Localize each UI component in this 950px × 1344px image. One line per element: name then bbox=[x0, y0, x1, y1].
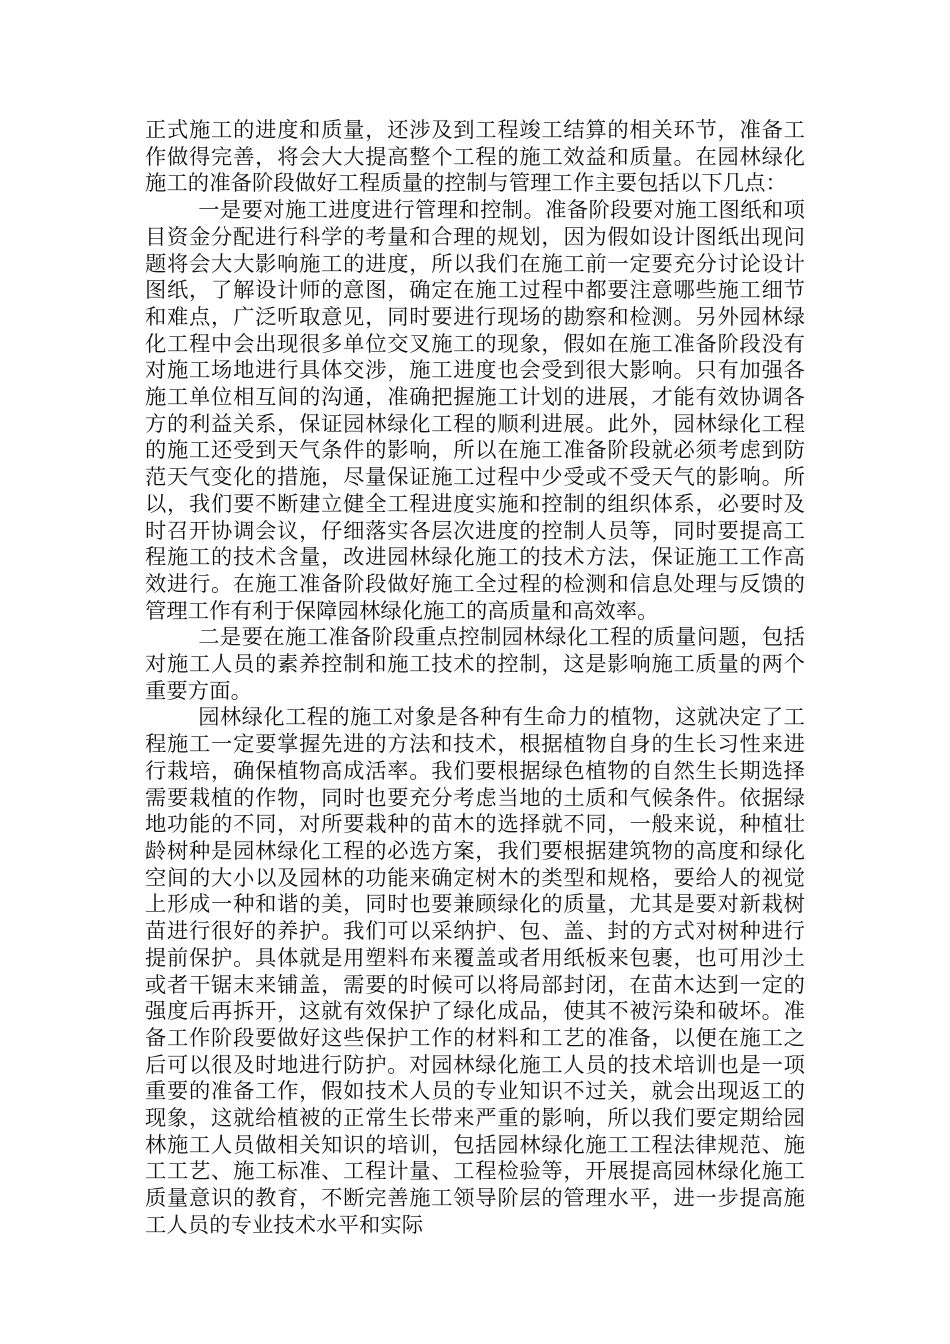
paragraph-schedule-control: 一是要对施工进度进行管理和控制。准备阶段要对施工图纸和项目资金分配进行科学的考量和合理的规划，因为假如设计图纸出现问题将会大大影响施工的进度，所以我们在施工前一定要充分讨论设计图纸，了解设计师的意图，确定在施工过程中都要注意哪些施工细节和难点，广泛听取意见，同时要进行现场的勘察和检测。另外园林绿化工程中会出现很多单位交叉施工的现象，假如在施工准备阶段没有对施工场地进行具体交涉，施工进度也会受到很大影响。只有加强各施工单位相互间的沟通，准确把握施工计划的进展，才能有效协调各方的利益关系，保证园林绿化工程的顺利进展。此外，园林绿化工程的施工还受到天气条件的影响，所以在施工准备阶段就必须考虑到防范天气变化的措施，尽量保证施工过程中少受或不受天气的影响。所以，我们要不断建立健全工程进度实施和控制的组织体系，必要时及时召开协调会议，仔细落实各层次进度的控制人员等，同时要提高工程施工的技术含量，改进园林绿化施工的技术方法，保证施工工作高效进行。在施工准备阶段做好施工全过程的检测和信息处理与反馈的管理工作有利于保障园林绿化施工的高质量和高效率。 bbox=[145, 198, 805, 624]
paragraph-planting-and-training: 园林绿化工程的施工对象是各种有生命力的植物，这就决定了工程施工一定要掌握先进的方法和技术，根据植物自身的生长习性来进行栽培，确保植物高成活率。我们要根据绿色植物的自然生长期选择需要栽植的作物，同时也要充分考虑当地的土质和气候条件。依据绿地功能的不同，对所要栽种的苗木的选择就不同，一般来说，种植壮龄树种是园林绿化工程的必选方案，我们要根据建筑物的高度和绿化空间的大小以及园林的功能来确定树木的类型和规格，要给人的视觉上形成一种和谐的美，同时也要兼顾绿化的质量，尤其是要对新栽树苗进行很好的养护。我们可以采纳护、包、盖、封的方式对树种进行提前保护。具体就是用塑料布来覆盖或者用纸板来包裹，也可用沙土或者干锯末来铺盖，需要的时候可以将局部封闭，在苗木达到一定的强度后再拆开，这就有效保护了绿化成品，使其不被污染和破坏。准备工作阶段要做好这些保护工作的材料和工艺的准备，以便在施工之后可以很及时地进行防护。对园林绿化施工人员的技术培训也是一项重要的准备工作，假如技术人员的专业知识不过关，就会出现返工的现象，这就给植被的正常生长带来严重的影响，所以我们要定期给园林施工人员做相关知识的培训，包括园林绿化施工工程法律规范、施工工艺、施工标准、工程计量、工程检验等，开展提高园林绿化施工质量意识的教育，不断完善施工领导阶层的管理水平，进一步提高施工人员的专业技术水平和实际 bbox=[145, 705, 805, 1238]
document-body bbox=[145, 118, 805, 1240]
paragraph-quality-control: 二是要在施工准备阶段重点控制园林绿化工程的质量问题，包括对施工人员的素养控制和施工技术的控制，这是影响施工质量的两个重要方面。 bbox=[145, 625, 805, 704]
paragraph-intro-continuation: 正式施工的进度和质量，还涉及到工程竣工结算的相关环节，准备工作做得完善，将会大大提高整个工程的施工效益和质量。在园林绿化施工的准备阶段做好工程质量的控制与管理工作主要包括以下几点： bbox=[145, 118, 805, 197]
